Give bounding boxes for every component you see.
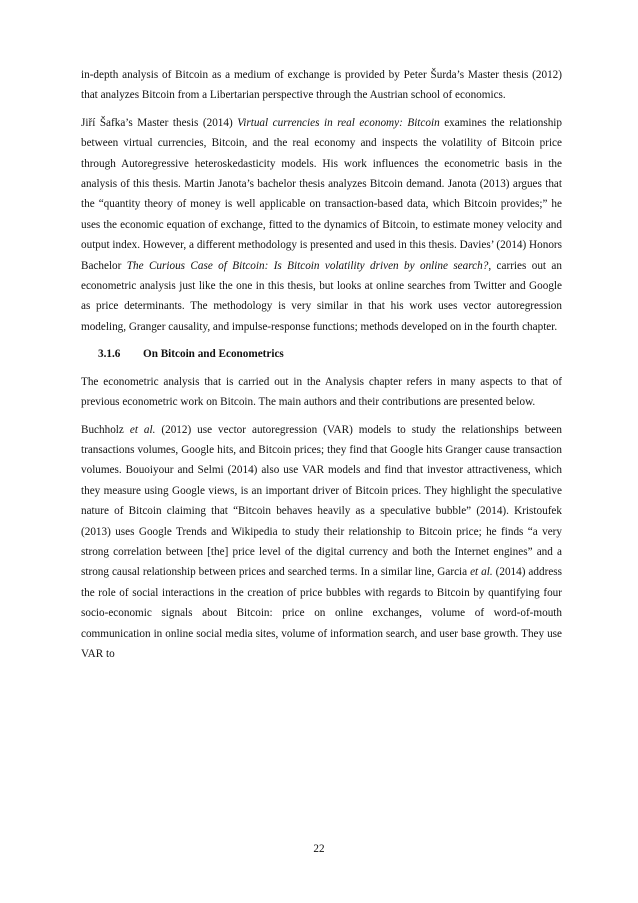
section-number: 3.1.6 <box>98 348 121 361</box>
paragraph-text: Buchholz <box>81 423 130 436</box>
thesis-title-italic: Virtual currencies in real economy: Bitcoin <box>237 116 440 129</box>
paragraph-text: The econometric analysis that is carried out in the Analysis chapter refers in many aspects to that of previous econometric work on Bitcoin. The main authors and their contributions are presented below. <box>81 375 562 409</box>
section-heading <box>98 344 562 364</box>
citation-italic: et al. <box>129 423 156 436</box>
paragraph-text: (2014) address the role of social interactions in the creation of price bubbles with regards to Bitcoin by quantifying four socio-economic signals about Bitcoin: price on online exchanges, volume of word-of-mouth communication in online social media sites, volume of information search, and user base growth. They use VAR to <box>81 566 562 660</box>
paragraph-surda <box>81 65 562 106</box>
paragraph-text: examines the relationship between virtual currencies, Bitcoin, and the real economy and inspects the volatility of Bitcoin price through Autoregressive heteroskedasticity models. His work influences the econometric basis in the analysis of this thesis. Martin Janota’s bachelor thesis analyzes Bitcoin demand. Janota (2013) argues that the “quantity theory of money is well applicable on transaction-based data, which Bitcoin provides;” he uses the economic equation of exchange, fitted to the dynamics of Bitcoin, to estimate money velocity and output index. However, a different methodology is presented and used in this thesis. Davies’ (2014) Honors Bachelor <box>81 116 562 272</box>
paragraph-buchholz <box>81 420 562 665</box>
citation-italic: et al. <box>470 566 493 579</box>
paragraph-text: (2012) use vector autoregression (VAR) models to study the relationships between transactions volumes, Google hits, and Bitcoin prices; they find that Google hits Granger cause transaction volumes. Bouoiyour and Selmi (2014) also use VAR models and find that investor attractiveness, which they measure using Google views, is an important driver of Bitcoin prices. They highlight the speculative nature of Bitcoin claiming that “Bitcoin behaves heavily as a speculative bubble” (2014). Kristoufek (2013) uses Google Trends and Wikipedia to study their relationship to Bitcoin price; he finds “a very strong correlation between [the] price level of the digital currency and both the Internet engines” and a strong causal relationship between prices and searched terms. In a similar line, Garcia <box>81 423 562 579</box>
paragraph-intro <box>81 372 562 413</box>
page-body <box>81 65 562 671</box>
paragraph-text: in-depth analysis of Bitcoin as a medium of exchange is provided by Peter Šurda’s Master thesis (2012) that analyzes Bitcoin from a Libertarian perspective through the Austrian school of economics. <box>81 69 562 102</box>
paragraph-text: Jiří Šafka’s Master thesis (2014) <box>81 116 238 129</box>
paragraph-safka <box>81 113 562 337</box>
paragraph-text: , carries out an econometric analysis just like the one in this thesis, but looks at online searches from Twitter and Google as price determinants. The methodology is very similar in that his work uses vector autoregression modeling, Granger causality, and impulse-response functions; methods developed on in the fourth chapter. <box>81 259 562 333</box>
section-title: On Bitcoin and Econometrics <box>143 348 284 361</box>
thesis-title-italic: The Curious Case of Bitcoin: Is Bitcoin volatility driven by online search? <box>126 259 489 272</box>
page-number: 22 <box>313 843 325 855</box>
